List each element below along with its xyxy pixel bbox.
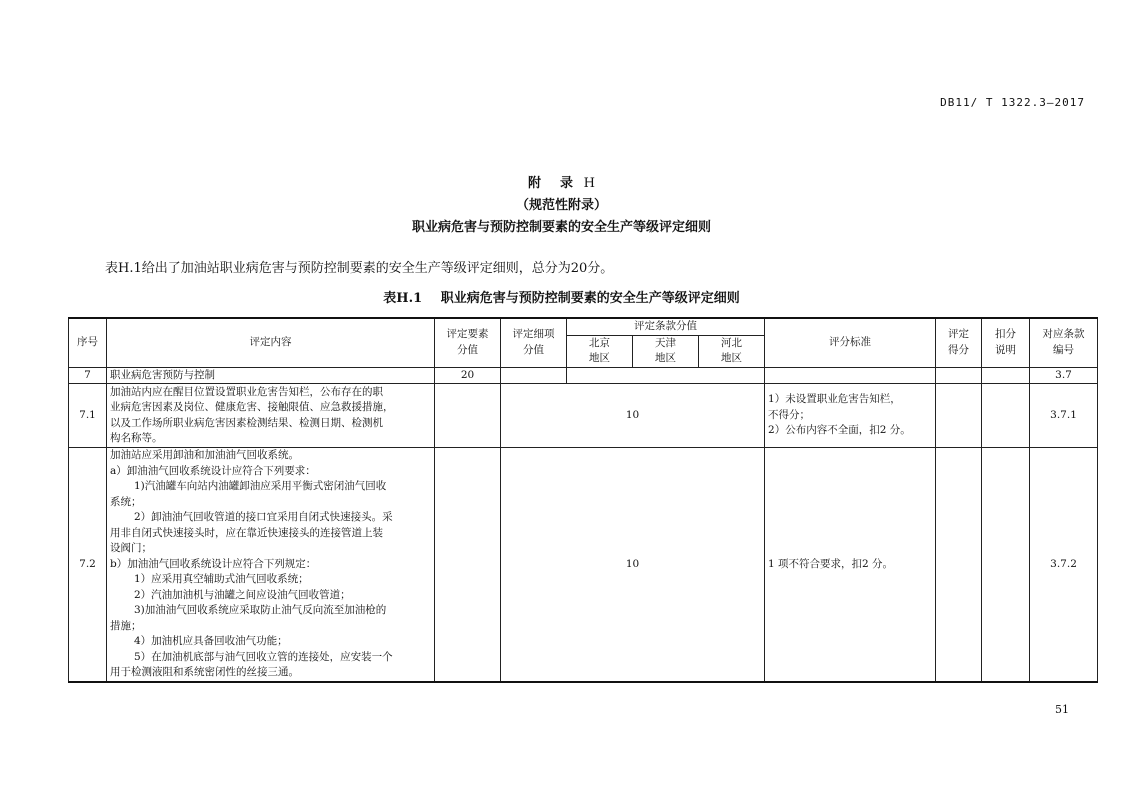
header-content: 评定内容: [107, 318, 435, 367]
header-element-score: 评定要素 分值: [435, 318, 501, 367]
row72-content: 加油站应采用卸油和加油油气回收系统。 a）卸油油气回收系统设计应符合下列要求： 1)汽油罐车向站内油罐卸油应采用平衡式密闭油气回收 系统； 2）卸油油气回收管道的接口宜采用自闭式快速接头。采 用非自闭式快速接头时，应在靠近快速接头的连接管道上装 设阀门； b）加油油气回收系统设计应符合下列规定： 1）应采用真空辅助式油气回收系统； 2）汽油加油机与油罐之间应设油气回收管道； 3)加油油气回收系统应采取防止油气反向流至加油枪的 措施； 4）加油机应具备回收油气功能； 5）在加油机底部与油气回收立管的连接处，应安装一个 用于检测液阻和系统密闭性的丝接三通。: [107, 448, 435, 682]
table-row-7-2: [69, 448, 1098, 682]
row71-score: 10: [501, 384, 765, 448]
table-row-7: [69, 367, 1098, 384]
row72-no: 7.2: [69, 448, 107, 682]
row7-item-score: [501, 367, 567, 384]
header-criteria: 评分标准: [765, 318, 936, 367]
row71-no: 7.1: [69, 384, 107, 448]
row72-deduction: [982, 448, 1030, 682]
header-tianjin: 天津 地区: [633, 335, 699, 367]
appendix-heading: [0, 173, 1123, 239]
appendix-subtitle: （规范性附录）: [515, 198, 607, 213]
row71-ref: 3.7.1: [1030, 384, 1098, 448]
row72-ref: 3.7.2: [1030, 448, 1098, 682]
header-ref: 对应条款 编号: [1030, 318, 1098, 367]
row7-criteria: [765, 367, 936, 384]
table-caption: [0, 287, 1123, 306]
header-beijing: 北京 地区: [567, 335, 633, 367]
table-caption-number: 表H.1: [383, 291, 423, 306]
row7-clause-score: [567, 367, 765, 384]
appendix-title: [0, 173, 1123, 195]
page-number: 51: [1055, 703, 1069, 716]
row7-no: 7: [69, 367, 107, 384]
row7-content: 职业病危害预防与控制: [107, 367, 435, 384]
header-item-score: 评定细项 分值: [501, 318, 567, 367]
header-hebei: 河北 地区: [699, 335, 765, 367]
header-clause-score: 评定条款分值: [567, 318, 765, 335]
header-deduction: 扣分 说明: [982, 318, 1030, 367]
appendix-title-letter: H: [583, 176, 595, 191]
row71-rating: [936, 384, 982, 448]
appendix-title-label: 附 录: [528, 176, 577, 191]
document-code: DB11/ T 1322.3—2017: [940, 96, 1085, 109]
table-caption-title: 职业病危害与预防控制要素的安全生产等级评定细则: [440, 291, 740, 306]
row7-deduction: [982, 367, 1030, 384]
row71-criteria: 1）未设置职业危害告知栏， 不得分； 2）公布内容不全面，扣2 分。: [765, 384, 936, 448]
rating-table: [68, 317, 1098, 683]
row71-content: 加油站内应在醒目位置设置职业危害告知栏，公布存在的职 业病危害因素及岗位、健康危害、接触限值、应急救援措施， 以及工作场所职业病危害因素检测结果、检测日期、检测机 构名称等。: [107, 384, 435, 448]
row72-criteria: 1 项不符合要求，扣2 分。: [765, 448, 936, 682]
header-rating: 评定 得分: [936, 318, 982, 367]
header-no: 序号: [69, 318, 107, 367]
row7-score: 20: [435, 367, 501, 384]
row71-deduction: [982, 384, 1030, 448]
table-header-row-1: [69, 318, 1098, 335]
row72-rating: [936, 448, 982, 682]
table-row-7-1: [69, 384, 1098, 448]
row7-rating: [936, 367, 982, 384]
row71-element-score: [435, 384, 501, 448]
row72-element-score: [435, 448, 501, 682]
intro-paragraph: 表H.1给出了加油站职业病危害与预防控制要素的安全生产等级评定细则，总分为20分。: [105, 261, 614, 276]
row72-score: 10: [501, 448, 765, 682]
appendix-main-title: 职业病危害与预防控制要素的安全生产等级评定细则: [411, 220, 711, 235]
row7-ref: 3.7: [1030, 367, 1098, 384]
